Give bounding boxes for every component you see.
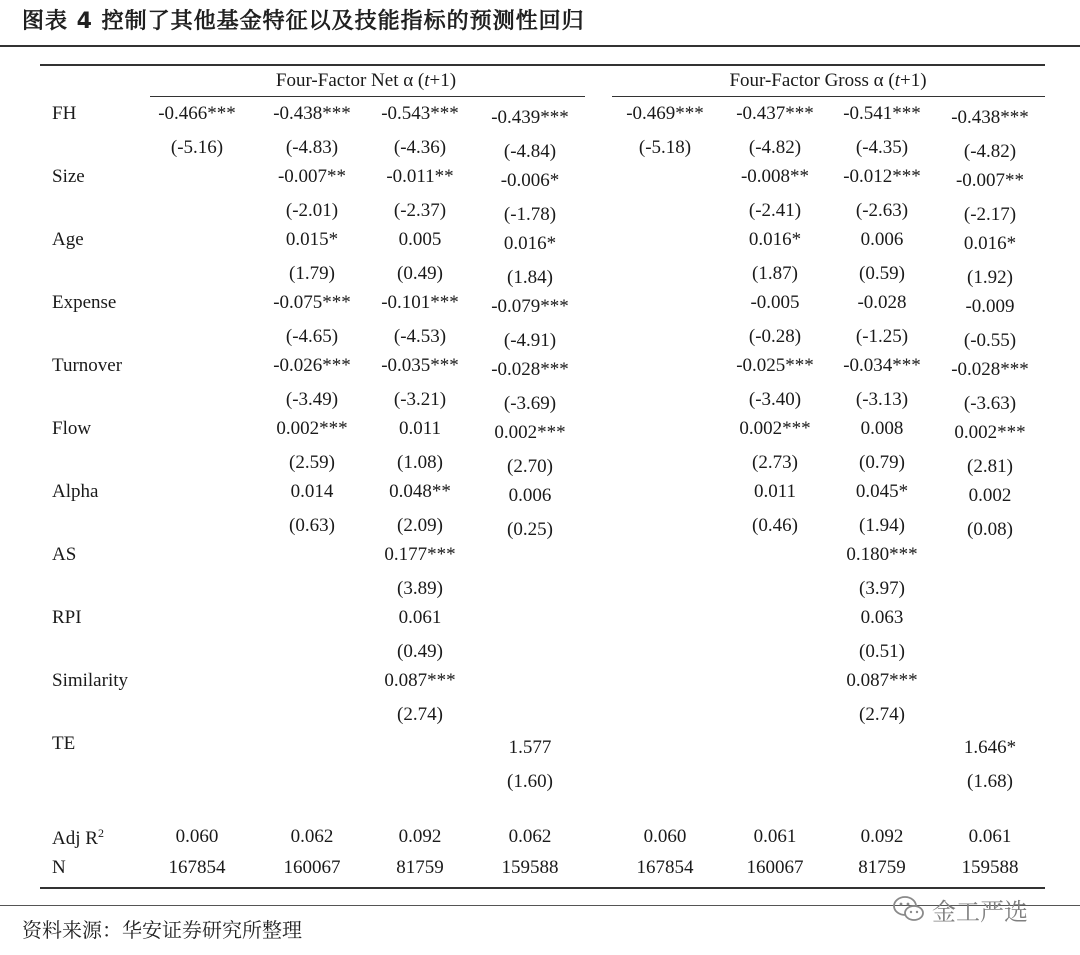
t-stat-cell: (2.74) [859,704,905,725]
t-stat-cell: (1.94) [859,515,905,536]
t-stat-cell: (1.87) [752,263,798,284]
table-top-rule [40,64,1045,66]
t-stat-cell: (-1.78) [503,204,557,225]
coef-cell: -0.438*** [273,103,351,124]
panel-gross-t: t [894,70,900,91]
panel-net-underline [150,96,585,97]
t-stat-cell: (-2.17) [963,204,1017,225]
n-cell: 159588 [501,857,559,878]
coef-cell: 0.045* [855,481,909,502]
t-stat-cell: (2.73) [752,452,798,473]
t-stat-cell: (2.09) [397,515,443,536]
row-label: Turnover [52,355,123,376]
coef-cell: 0.005 [398,229,442,250]
t-stat-cell: (0.49) [397,263,443,284]
t-stat-cell: (-4.35) [855,137,909,158]
coef-cell: 0.087*** [384,670,456,691]
t-stat-cell: (-4.84) [503,141,557,162]
coef-cell: -0.541*** [843,103,921,124]
coef-cell: 0.008 [860,418,904,439]
t-stat-cell: (-4.36) [393,137,447,158]
t-stat-cell: (-4.82) [748,137,802,158]
coef-cell: -0.028*** [491,359,569,380]
t-stat-cell: (2.81) [967,456,1013,477]
coef-cell: -0.079*** [491,296,569,317]
coef-cell: -0.006* [500,170,560,191]
coef-cell: 0.011 [398,418,442,439]
coef-cell: -0.008** [740,166,810,187]
coef-cell: 0.002*** [494,422,566,443]
row-label: Size [52,166,85,187]
adj-r2-cell: 0.060 [175,826,219,847]
adj-r2-cell: 0.092 [398,826,442,847]
panel-net-label: Four-Factor Net α ( [275,70,425,91]
coef-cell: 0.177*** [384,544,456,565]
coef-cell: -0.028*** [951,359,1029,380]
coef-cell: -0.439*** [491,107,569,128]
t-stat-cell: (1.08) [397,452,443,473]
n-cell: 160067 [746,857,804,878]
wechat-icon [892,894,926,924]
coef-cell: 0.016* [963,233,1017,254]
n-cell: 159588 [961,857,1019,878]
row-label: TE [52,733,76,754]
coef-cell: 0.014 [290,481,334,502]
coef-cell: 0.016* [503,233,557,254]
t-stat-cell: (0.51) [859,641,905,662]
t-stat-cell: (-2.63) [855,200,909,221]
t-stat-cell: (-2.01) [285,200,339,221]
t-stat-cell: (-3.13) [855,389,909,410]
n-label: N [52,857,66,878]
coef-cell: 0.011 [753,481,797,502]
coef-cell: -0.075*** [273,292,351,313]
coef-cell: 0.180*** [846,544,918,565]
panel-header-net [276,70,456,92]
coef-cell: 0.006 [508,485,552,506]
watermark [892,892,1052,926]
coef-cell: -0.469*** [626,103,704,124]
t-stat-cell: (-1.25) [855,326,909,347]
coef-cell: -0.466*** [158,103,236,124]
adj-r2-cell: 0.062 [508,826,552,847]
coef-cell: 0.002 [968,485,1012,506]
panel-gross-label: Four-Factor Gross α ( [729,70,895,91]
t-stat-cell: (-2.37) [393,200,447,221]
coef-cell: -0.543*** [381,103,459,124]
coef-cell: 0.006 [860,229,904,250]
t-stat-cell: (-4.83) [285,137,339,158]
n-cell: 167854 [168,857,226,878]
row-label: Expense [52,292,117,313]
t-stat-cell: (-2.41) [748,200,802,221]
t-stat-cell: (-4.91) [503,330,557,351]
coef-cell: -0.011** [386,166,454,187]
panel-gross-underline [612,96,1045,97]
t-stat-cell: (1.68) [967,771,1013,792]
coef-cell: 0.048** [389,481,451,502]
coef-cell: 0.002*** [954,422,1026,443]
source-note: 资料来源：华安证券研究所整理 [22,918,302,942]
coef-cell: -0.009 [965,296,1015,317]
row-label: FH [52,103,77,124]
coef-cell: 0.002*** [276,418,348,439]
panel-net-t: t [424,70,430,91]
coef-cell: -0.025*** [736,355,814,376]
t-stat-cell: (-3.21) [393,389,447,410]
t-stat-cell: (0.79) [859,452,905,473]
t-stat-cell: (-4.82) [963,141,1017,162]
t-stat-cell: (-5.18) [638,137,692,158]
t-stat-cell: (0.08) [967,519,1013,540]
t-stat-cell: (-4.65) [285,326,339,347]
panel-gross-suffix: +1) [899,70,927,91]
coef-cell: -0.437*** [736,103,814,124]
panel-header-gross [729,70,926,92]
row-label: RPI [52,607,82,628]
coef-cell: -0.101*** [381,292,459,313]
t-stat-cell: (-0.55) [963,330,1017,351]
t-stat-cell: (3.97) [859,578,905,599]
adj-r2-superscript: 2 [97,826,104,840]
coef-cell: 0.016* [748,229,802,250]
table-bottom-rule [40,887,1045,889]
row-label: Similarity [52,670,128,691]
coef-cell: 0.015* [285,229,339,250]
n-cell: 81759 [396,857,444,878]
coef-cell: -0.012*** [843,166,921,187]
t-stat-cell: (1.79) [289,263,335,284]
coef-cell: 0.061 [398,607,442,628]
t-stat-cell: (3.89) [397,578,443,599]
adj-r2-cell: 0.061 [968,826,1012,847]
n-cell: 81759 [858,857,906,878]
adj-r2-text: Adj R [52,828,98,849]
t-stat-cell: (-3.40) [748,389,802,410]
panel-net-suffix: +1) [429,70,457,91]
figure-title: 图表 4 控制了其他基金特征以及技能指标的预测性回归 [22,9,585,34]
coef-cell: -0.005 [750,292,800,313]
t-stat-cell: (1.60) [507,771,553,792]
t-stat-cell: (-3.69) [503,393,557,414]
n-cell: 160067 [283,857,341,878]
t-stat-cell: (-3.49) [285,389,339,410]
t-stat-cell: (-3.63) [963,393,1017,414]
row-label: Flow [52,418,92,439]
t-stat-cell: (-4.53) [393,326,447,347]
watermark-text: 金工严选 [932,897,1028,926]
adj-r2-cell: 0.061 [753,826,797,847]
coef-cell: 1.646* [963,737,1017,758]
t-stat-cell: (2.74) [397,704,443,725]
coef-cell: -0.007** [277,166,347,187]
t-stat-cell: (-0.28) [748,326,802,347]
t-stat-cell: (1.84) [507,267,553,288]
coef-cell: -0.007** [955,170,1025,191]
t-stat-cell: (0.49) [397,641,443,662]
adj-r2-cell: 0.092 [860,826,904,847]
t-stat-cell: (1.92) [967,267,1013,288]
coef-cell: 0.002*** [739,418,811,439]
row-label: Alpha [52,481,99,502]
adj-r2-cell: 0.062 [290,826,334,847]
t-stat-cell: (-5.16) [170,137,224,158]
adj-r2-label [52,826,104,850]
adj-r2-cell: 0.060 [643,826,687,847]
row-label: AS [52,544,77,565]
coef-cell: 0.087*** [846,670,918,691]
coef-cell: -0.034*** [843,355,921,376]
t-stat-cell: (2.59) [289,452,335,473]
t-stat-cell: (0.46) [752,515,798,536]
row-label: Age [52,229,84,250]
top-rule [0,45,1080,47]
t-stat-cell: (2.70) [507,456,553,477]
t-stat-cell: (0.59) [859,263,905,284]
coef-cell: 0.063 [860,607,904,628]
t-stat-cell: (0.25) [507,519,553,540]
t-stat-cell: (0.63) [289,515,335,536]
coef-cell: -0.035*** [381,355,459,376]
coef-cell: 1.577 [508,737,552,758]
coef-cell: -0.028 [857,292,907,313]
coef-cell: -0.438*** [951,107,1029,128]
coef-cell: -0.026*** [273,355,351,376]
n-cell: 167854 [636,857,694,878]
